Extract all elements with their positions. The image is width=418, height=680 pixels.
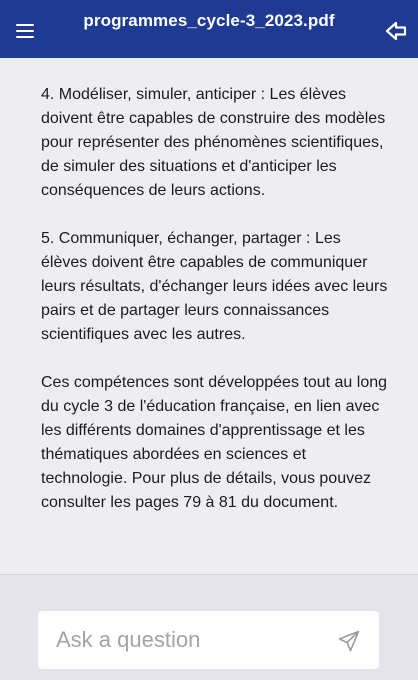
back-arrow-icon-svg <box>384 19 408 43</box>
answer-paragraph: 5. Communiquer, échanger, partager : Les élèves doivent être capables de communiquer leurs résultats, d'échanger leurs idées avec leurs pairs et de partager leurs connaissances scientifiques avec les autres. <box>41 230 388 343</box>
menu-line <box>16 30 34 32</box>
question-bar <box>0 574 418 680</box>
question-input[interactable] <box>56 625 326 655</box>
menu-line <box>16 36 34 38</box>
back-arrow-icon[interactable] <box>384 19 408 43</box>
answer-content <box>0 58 418 574</box>
answer-paragraph: 4. Modéliser, simuler, anticiper : Les élèves doivent être capables de construire des modèles pour représenter des phénomènes scientifiques, de simuler des situations et d'anticiper les conséquences de leurs actions. <box>41 86 386 199</box>
document-title: programmes_cycle-3_2023.pdf <box>83 11 335 30</box>
menu-line <box>16 24 34 26</box>
question-box <box>38 611 379 669</box>
hamburger-menu-icon[interactable] <box>16 22 36 38</box>
header-bar <box>0 0 418 58</box>
answer-text <box>41 83 389 539</box>
send-icon[interactable] <box>337 629 361 653</box>
answer-paragraph: Ces compétences sont développées tout au long du cycle 3 de l'éducation française, en lien avec les différents domaines d'apprentissage et les thématiques abordées en sciences et technologie. Pour plus de détails, vous pouvez consulter les pages 79 à 81 du document. <box>41 374 388 511</box>
send-icon-svg <box>337 629 361 653</box>
